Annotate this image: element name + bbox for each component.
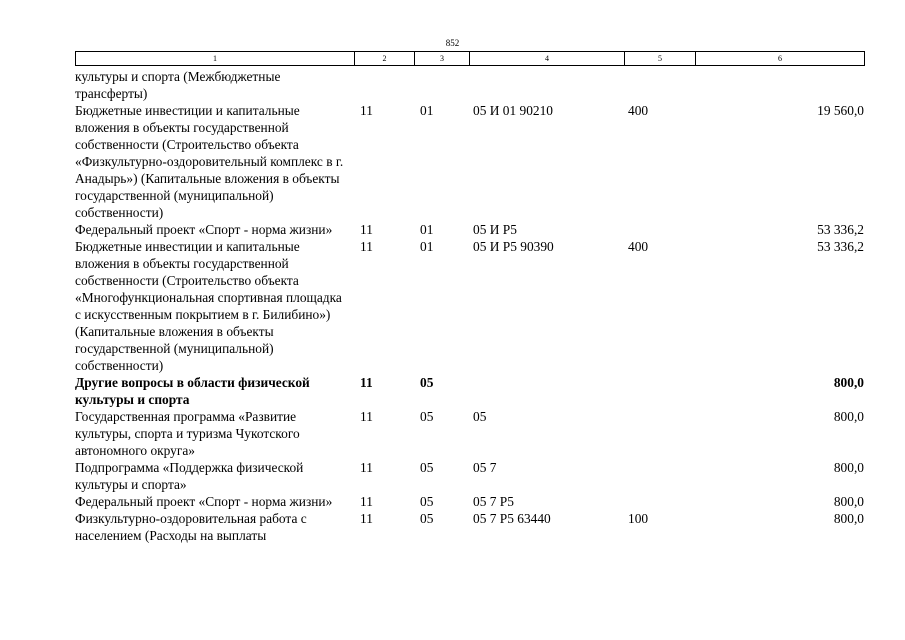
table-row xyxy=(75,238,864,374)
row-amount: 19 560,0 xyxy=(817,103,864,118)
row-target-article: 05 7 P5 63440 xyxy=(473,511,551,526)
row-expense-type: 100 xyxy=(628,511,649,526)
row-amount: 800,0 xyxy=(833,375,864,390)
row-target-article: 05 7 P5 xyxy=(473,494,514,509)
row-amount: 800,0 xyxy=(833,409,864,424)
header-col-6: 6 xyxy=(696,52,865,66)
row-amount: 800,0 xyxy=(833,511,864,526)
header-col-5: 5 xyxy=(625,52,696,66)
row-name: Федеральный проект «Спорт - норма жизни» xyxy=(75,494,333,509)
table-row xyxy=(75,221,864,238)
table-row xyxy=(75,493,864,510)
row-subsection: 01 xyxy=(420,103,434,118)
row-section: 11 xyxy=(360,375,373,390)
row-expense-type xyxy=(624,374,695,408)
row-target-article xyxy=(469,68,624,102)
row-expense-type xyxy=(624,459,695,493)
row-amount: 800,0 xyxy=(833,460,864,475)
row-expense-type xyxy=(624,493,695,510)
row-subsection xyxy=(414,68,469,102)
row-section: 11 xyxy=(360,511,373,526)
row-section: 11 xyxy=(360,239,373,254)
table-row xyxy=(75,374,864,408)
row-section: 11 xyxy=(360,103,373,118)
row-target-article: 05 xyxy=(473,409,487,424)
row-subsection: 05 xyxy=(420,460,434,475)
table-header xyxy=(75,51,865,66)
table-body xyxy=(75,68,864,544)
header-col-2: 2 xyxy=(355,52,415,66)
row-name: культуры и спорта (Межбюджетные трансферты) xyxy=(75,69,281,101)
row-amount: 800,0 xyxy=(833,494,864,509)
row-subsection: 01 xyxy=(420,239,434,254)
table-row xyxy=(75,102,864,221)
row-expense-type xyxy=(624,68,695,102)
row-section: 11 xyxy=(360,222,373,237)
row-target-article: 05 И P5 90390 xyxy=(473,239,554,254)
row-section: 11 xyxy=(360,409,373,424)
header-row xyxy=(76,52,865,66)
row-subsection: 05 xyxy=(420,375,434,390)
row-subsection: 05 xyxy=(420,511,434,526)
table-row xyxy=(75,510,864,544)
row-name: Подпрограмма «Поддержка физической культуры и спорта» xyxy=(75,460,304,492)
row-amount xyxy=(695,68,864,102)
header-col-1: 1 xyxy=(76,52,355,66)
row-subsection: 01 xyxy=(420,222,434,237)
row-amount: 53 336,2 xyxy=(817,239,864,254)
row-expense-type: 400 xyxy=(628,103,649,118)
table-row xyxy=(75,408,864,459)
row-subsection: 05 xyxy=(420,409,434,424)
table-row xyxy=(75,459,864,493)
row-expense-type xyxy=(624,221,695,238)
row-amount: 53 336,2 xyxy=(817,222,864,237)
row-subsection: 05 xyxy=(420,494,434,509)
row-name: Другие вопросы в области физической культуры и спорта xyxy=(75,375,310,407)
row-name: Федеральный проект «Спорт - норма жизни» xyxy=(75,222,333,237)
row-section: 11 xyxy=(360,494,373,509)
row-name: Государственная программа «Развитие культуры, спорта и туризма Чукотского автономного округа» xyxy=(75,409,300,458)
row-name: Бюджетные инвестиции и капитальные вложения в объекты государственной собственности (Строительство объекта «Многофункциональная спортивная площадка с искусственным покрытием в г. Билибино») (Капитальные вложения в объекты государственной (муниципальной) собственности) xyxy=(75,239,342,373)
row-name: Физкультурно-оздоровительная работа с населением (Расходы на выплаты xyxy=(75,511,307,543)
row-target-article: 05 И 01 90210 xyxy=(473,103,553,118)
row-expense-type: 400 xyxy=(628,239,649,254)
header-col-4: 4 xyxy=(470,52,625,66)
row-expense-type xyxy=(624,408,695,459)
header-col-3: 3 xyxy=(415,52,470,66)
row-target-article: 05 И P5 xyxy=(473,222,517,237)
row-section: 11 xyxy=(360,460,373,475)
row-section xyxy=(354,68,414,102)
budget-table xyxy=(75,68,864,544)
table-row xyxy=(75,68,864,102)
row-target-article xyxy=(469,374,624,408)
row-name: Бюджетные инвестиции и капитальные вложения в объекты государственной собственности (Строительство объекта «Физкультурно-оздоровительный комплекс в г. Анадырь») (Капитальные вложения в объекты государственной (муниципальной) собственности) xyxy=(75,103,344,220)
row-target-article: 05 7 xyxy=(473,460,497,475)
page-number: 852 xyxy=(445,38,460,48)
